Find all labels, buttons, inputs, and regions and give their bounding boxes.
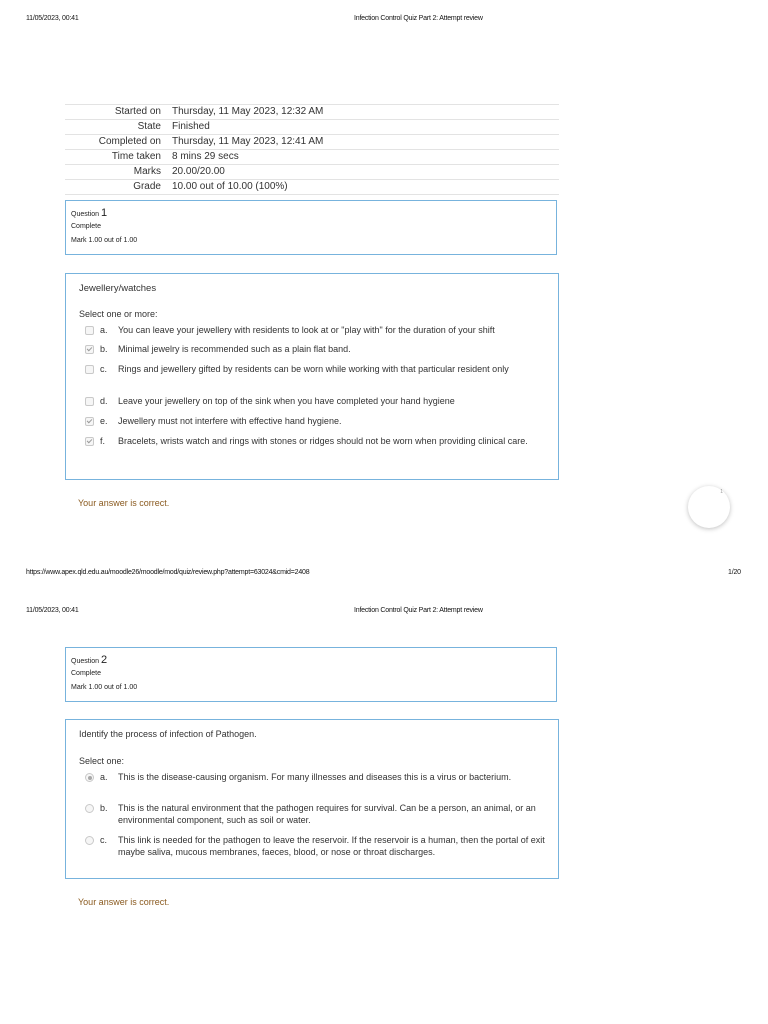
print-date: 11/05/2023, 00:41 — [26, 15, 79, 22]
summary-row — [65, 105, 559, 120]
print-date: 11/05/2023, 00:41 — [26, 607, 79, 614]
option-letter: a. — [100, 325, 108, 335]
summary-label: Completed on — [65, 135, 172, 150]
question-2-content — [65, 719, 559, 879]
question-label: Question — [71, 211, 100, 218]
print-url[interactable]: https://www.apex.qld.edu.au/moodle26/moodle/mod/quiz/review.php?attempt=63024&cmid=2408 — [26, 569, 310, 576]
summary-label: Started on — [65, 105, 172, 120]
answer-option-a[interactable] — [85, 324, 550, 336]
question-text: Jewellery/watches — [79, 283, 157, 294]
summary-label: Grade — [65, 180, 172, 195]
question-label: Question — [71, 658, 100, 665]
radio[interactable] — [85, 804, 94, 813]
question-number-value: 1 — [100, 207, 108, 219]
checkbox-checked[interactable] — [85, 417, 94, 426]
checkbox-checked[interactable] — [85, 437, 94, 446]
summary-value: 10.00 out of 10.00 (100%) — [172, 180, 559, 195]
print-title: Infection Control Quiz Part 2: Attempt review — [354, 15, 483, 22]
option-text: Minimal jewelry is recommended such as a plain flat band. — [118, 344, 351, 354]
answer-option-b[interactable] — [85, 343, 550, 355]
answer-option-a[interactable] — [85, 771, 550, 783]
option-text: Jewellery must not interfere with effective hand hygiene. — [118, 416, 342, 426]
floating-circle-button[interactable] — [688, 486, 730, 528]
question-2-info — [65, 647, 557, 702]
checkbox[interactable] — [85, 326, 94, 335]
option-letter: a. — [100, 772, 108, 782]
option-letter: b. — [100, 344, 108, 354]
answer-option-b[interactable] — [85, 802, 550, 826]
question-status: Complete — [71, 223, 101, 230]
summary-row — [65, 180, 559, 195]
summary-value: Finished — [172, 120, 559, 135]
summary-row — [65, 150, 559, 165]
answer-option-c[interactable] — [85, 834, 550, 858]
answer-prompt: Select one or more: — [79, 309, 158, 319]
print-title: Infection Control Quiz Part 2: Attempt review — [354, 607, 483, 614]
option-text: This is the disease-causing organism. For many illnesses and diseases this is a virus or bacterium. — [118, 772, 512, 782]
question-number — [71, 206, 551, 220]
radio[interactable] — [85, 836, 94, 845]
option-text: Leave your jewellery on top of the sink when you have completed your hand hygiene — [118, 396, 455, 406]
answer-prompt: Select one: — [79, 756, 125, 766]
checkbox-checked[interactable] — [85, 345, 94, 354]
summary-value: 8 mins 29 secs — [172, 150, 559, 165]
question-status: Complete — [71, 670, 101, 677]
print-page-number: 1/20 — [728, 569, 741, 576]
answer-option-c[interactable] — [85, 363, 550, 375]
summary-label: State — [65, 120, 172, 135]
option-letter: d. — [100, 396, 108, 406]
question-1-info — [65, 200, 557, 255]
option-text: This link is needed for the pathogen to leave the reservoir. If the reservoir is a human, then the portal of exit maybe saliva, mucous membranes, faeces, blood, or nose or throat discharges. — [118, 835, 545, 857]
attempt-summary-table — [65, 104, 559, 195]
radio-selected[interactable] — [85, 773, 94, 782]
summary-label: Marks — [65, 165, 172, 180]
answer-option-e[interactable] — [85, 415, 550, 427]
option-letter: f. — [100, 436, 106, 446]
checkbox[interactable] — [85, 397, 94, 406]
summary-row — [65, 135, 559, 150]
question-text: Identify the process of infection of Pathogen. — [79, 729, 257, 739]
option-text: Bracelets, wrists watch and rings with stones or ridges should not be worn when providing clinical care. — [118, 436, 528, 446]
summary-label: Time taken — [65, 150, 172, 165]
checkbox[interactable] — [85, 365, 94, 374]
summary-row — [65, 120, 559, 135]
widget-badge: 1 — [720, 489, 723, 495]
answer-feedback: Your answer is correct. — [78, 897, 170, 907]
question-number-value: 2 — [100, 654, 108, 666]
summary-row — [65, 165, 559, 180]
answer-feedback: Your answer is correct. — [78, 498, 170, 508]
summary-value: 20.00/20.00 — [172, 165, 559, 180]
option-letter: e. — [100, 416, 108, 426]
option-text: You can leave your jewellery with residents to look at or "play with" for the duration of your shift — [118, 325, 495, 335]
question-number — [71, 653, 551, 667]
question-1-content — [65, 273, 559, 480]
question-mark: Mark 1.00 out of 1.00 — [71, 684, 138, 691]
option-text: This is the natural environment that the pathogen requires for survival. Can be a person, an animal, or an environmental component, such as soil or water. — [118, 803, 536, 825]
option-text: Rings and jewellery gifted by residents can be worn while working with that particular resident only — [118, 364, 509, 374]
answer-option-d[interactable] — [85, 395, 550, 407]
option-letter: b. — [100, 803, 108, 813]
option-letter: c. — [100, 364, 108, 374]
answer-option-f[interactable] — [85, 435, 550, 447]
summary-value: Thursday, 11 May 2023, 12:41 AM — [172, 135, 559, 150]
question-mark: Mark 1.00 out of 1.00 — [71, 237, 138, 244]
summary-value: Thursday, 11 May 2023, 12:32 AM — [172, 105, 559, 120]
option-letter: c. — [100, 835, 108, 845]
